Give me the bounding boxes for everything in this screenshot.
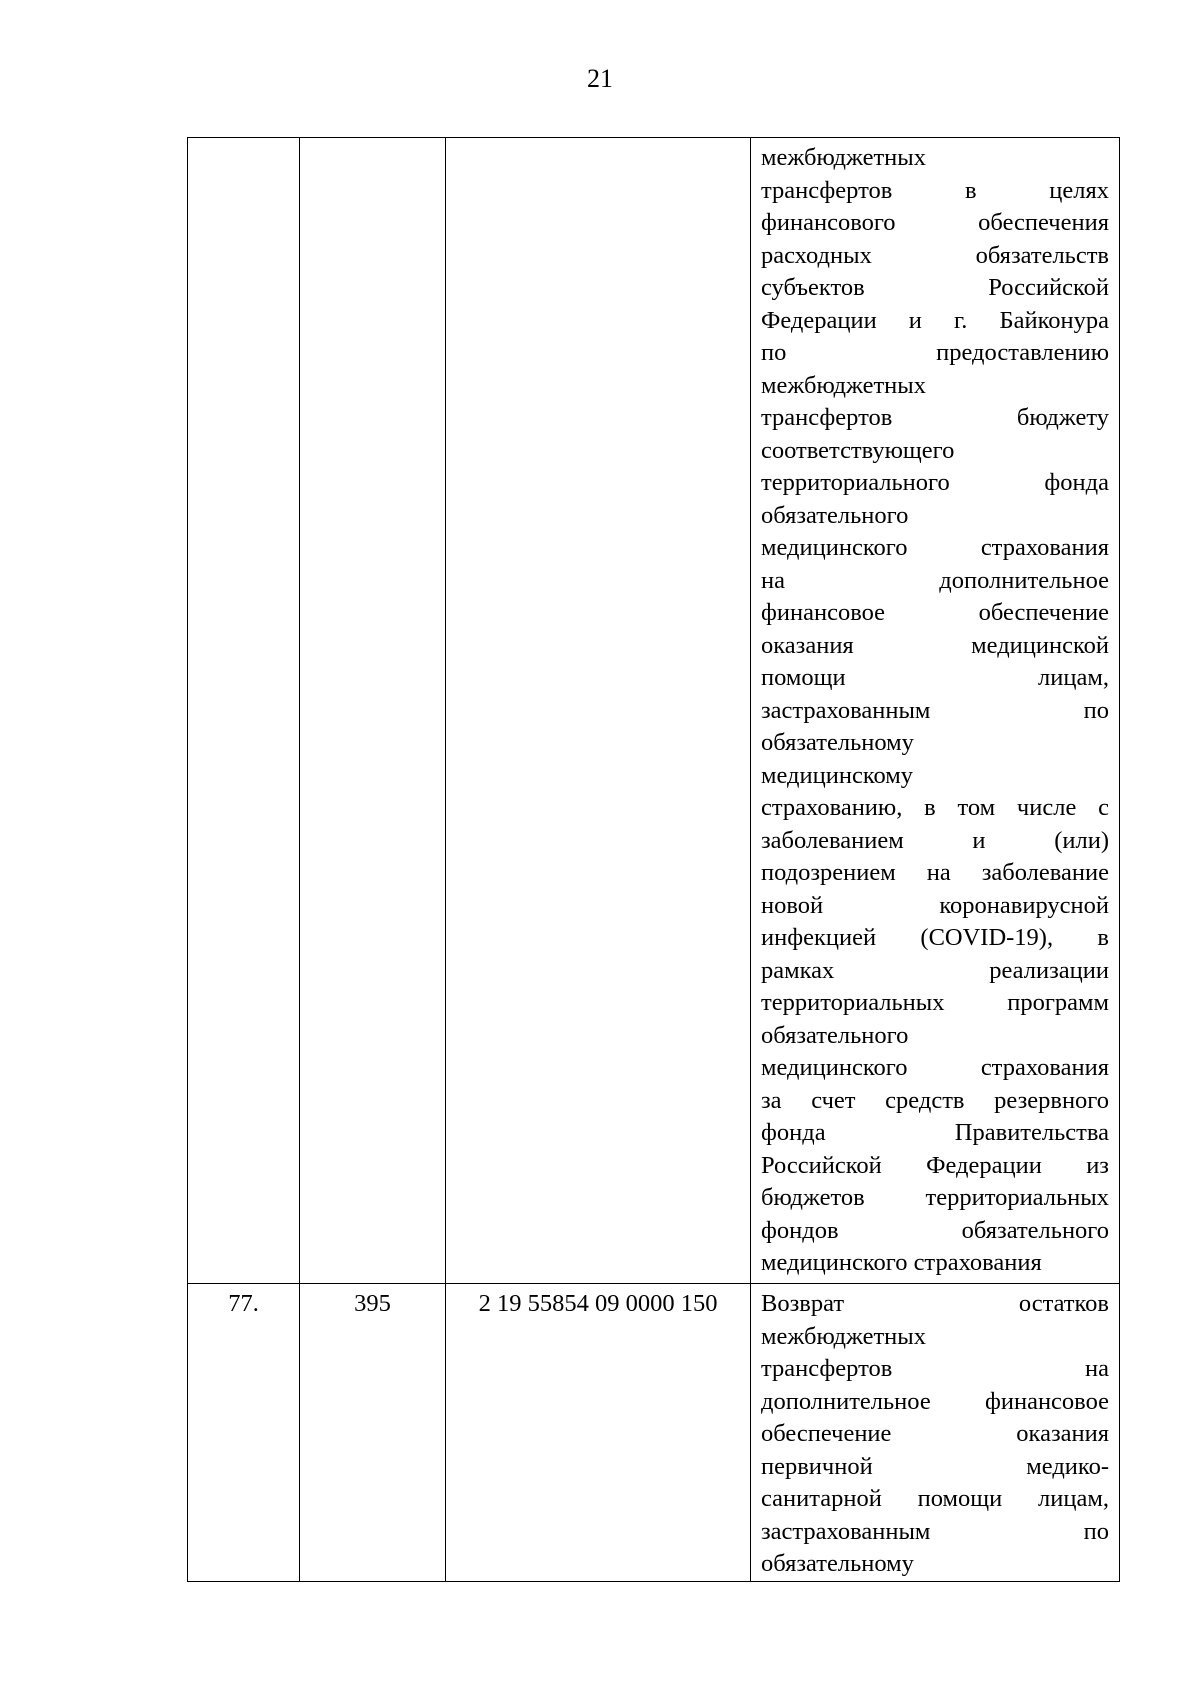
text-line: заболеванием и (или) <box>761 826 1109 854</box>
text-line: обязательному <box>761 1550 914 1577</box>
text-line: обеспечение оказания <box>761 1420 1109 1447</box>
text-line: медицинского страхования <box>761 1054 1109 1081</box>
text-line: финансового обеспечения <box>761 209 1109 236</box>
text-line: оказания медицинской <box>761 631 1109 659</box>
text-line: территориального фонда <box>761 469 1109 496</box>
text-line: рамках реализации <box>761 956 1109 984</box>
text-line: медицинскому <box>761 761 914 789</box>
table-row <box>188 138 1120 1284</box>
text-line: застрахованным по <box>761 696 1109 724</box>
budget-code-cell <box>446 138 751 1284</box>
text-line: бюджетов территориальных <box>761 1184 1109 1211</box>
text-line: за счет средств резервного <box>761 1086 1109 1114</box>
text-line: территориальных программ <box>761 989 1109 1016</box>
text-line: по предоставлению <box>761 339 1109 366</box>
income-name-cell <box>751 138 1120 1284</box>
income-name-cell <box>751 1284 1120 1582</box>
text-line: помощи лицам, <box>761 664 1109 691</box>
text-line: финансовое обеспечение <box>761 599 1109 626</box>
text-line: обязательного <box>761 501 909 529</box>
text-line: первичной медико- <box>761 1452 1109 1480</box>
text-line: фондов обязательного <box>761 1216 1109 1244</box>
text-line: расходных обязательств <box>761 241 1109 269</box>
text-line: Возврат остатков <box>761 1290 1109 1317</box>
admin-code-cell: 395 <box>300 1284 446 1582</box>
text-line: соответствующего <box>761 436 955 464</box>
row-number-cell: 77. <box>188 1284 300 1582</box>
text-line: фонда Правительства <box>761 1119 1109 1146</box>
text-line: межбюджетных <box>761 144 926 171</box>
text-line: межбюджетных <box>761 371 926 399</box>
text-line: Российской Федерации из <box>761 1151 1109 1179</box>
text-line: страхованию, в том числе с <box>761 794 1109 821</box>
text-line: новой коронавирусной <box>761 891 1109 919</box>
text-line: медицинского страхования <box>761 534 1109 561</box>
text-line: межбюджетных <box>761 1322 926 1350</box>
text-line: застрахованным по <box>761 1517 1109 1545</box>
text-line: медицинского страхования <box>761 1249 1042 1276</box>
text-line: обязательному <box>761 729 914 756</box>
text-line: обязательного <box>761 1021 909 1049</box>
text-line: на дополнительное <box>761 566 1109 594</box>
text-line: санитарной помощи лицам, <box>761 1485 1109 1512</box>
text-line: трансфертов в целях <box>761 176 1109 204</box>
budget-classification-table <box>187 137 1120 1582</box>
text-line: трансфертов бюджету <box>761 404 1109 431</box>
text-line: подозрением на заболевание <box>761 859 1109 886</box>
text-line: дополнительное финансовое <box>761 1387 1109 1415</box>
page-number: 21 <box>587 64 613 93</box>
table-row <box>188 1284 1120 1582</box>
admin-code-cell <box>300 138 446 1284</box>
text-line: трансфертов на <box>761 1355 1109 1382</box>
text-line: субъектов Российской <box>761 274 1109 301</box>
budget-code-cell: 2 19 55854 09 0000 150 <box>446 1284 751 1582</box>
text-line: инфекцией (COVID-19), в <box>761 924 1109 951</box>
text-line: Федерации и г. Байконура <box>761 306 1109 334</box>
row-number-cell <box>188 138 300 1284</box>
